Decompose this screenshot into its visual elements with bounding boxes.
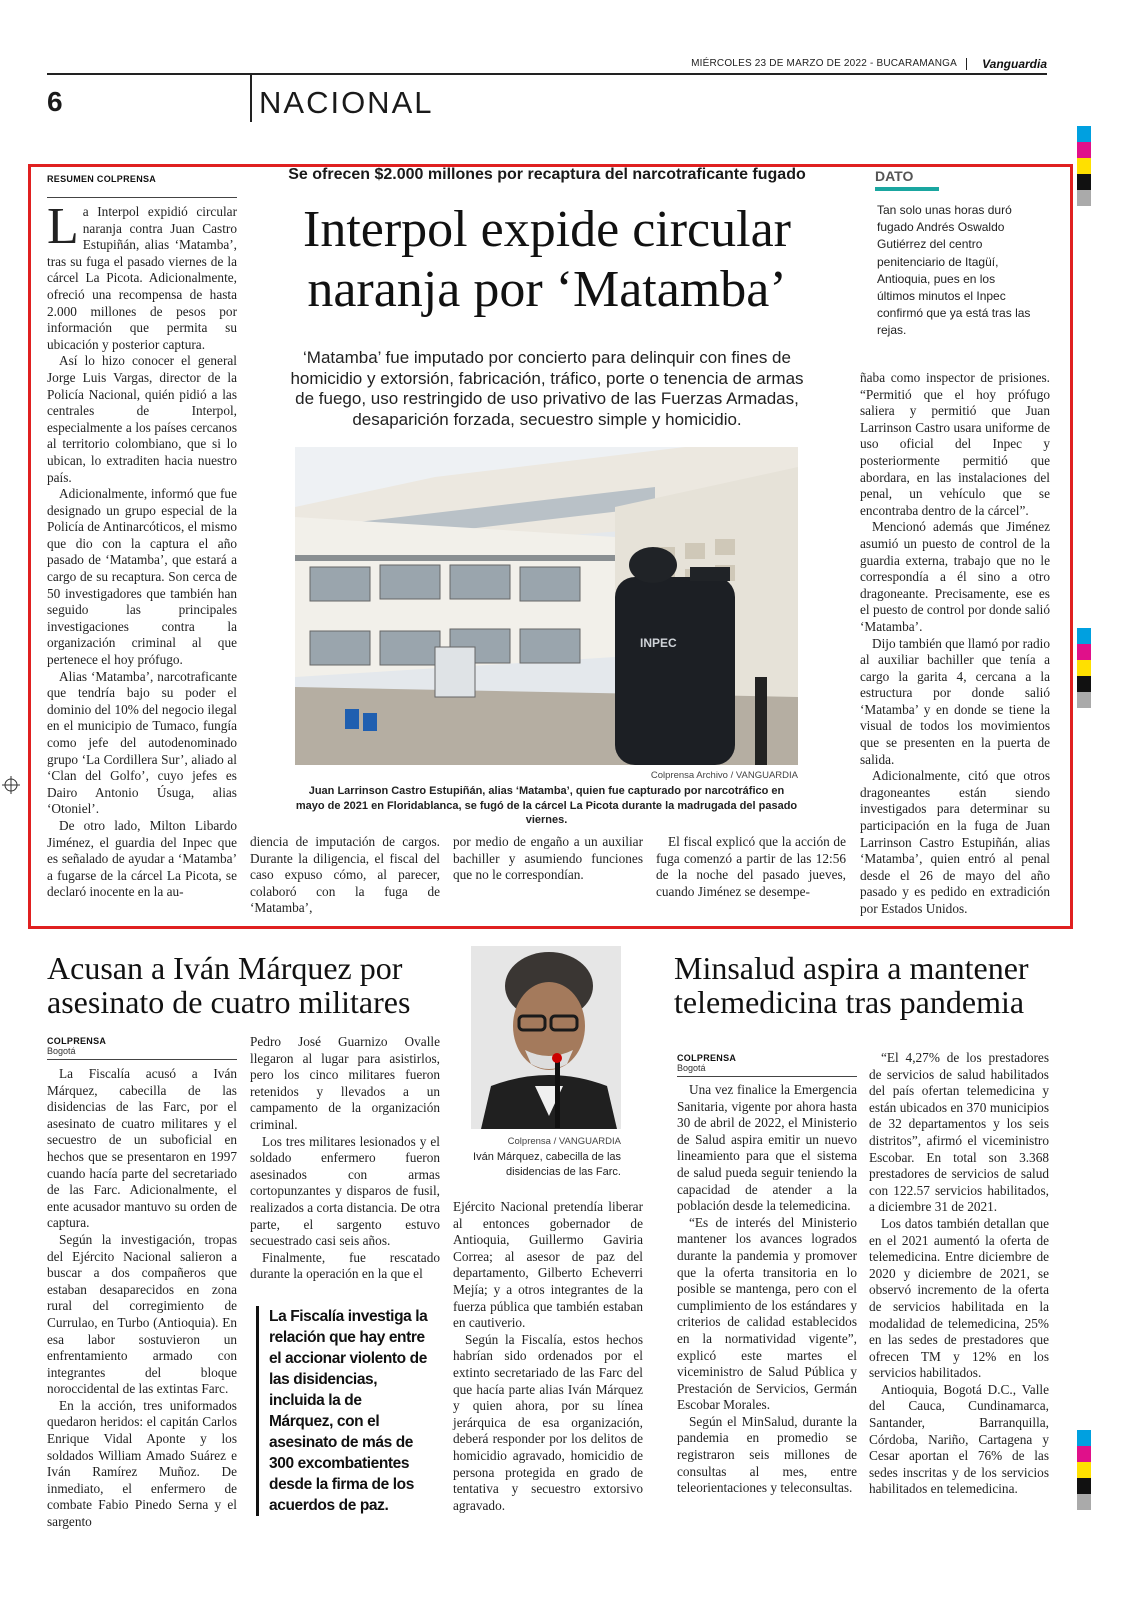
- lead-column-2: diencia de imputación de cargos. Durante la diligencia, el fiscal del caso expuso cómo, al parecer, colaboró con la fuga de ‘Matamba’,: [250, 834, 440, 916]
- minsalud-headline: Minsalud aspira a mantener telemedicina tras pandemia: [674, 950, 1029, 1020]
- date-line: MIÉRCOLES 23 DE MARZO DE 2022 - BUCARAMANGA: [691, 58, 957, 69]
- minsalud-kicker-sub: Bogotá: [677, 1063, 706, 1073]
- marquez-kicker-sub: Bogotá: [47, 1046, 76, 1056]
- lead-subhead: ‘Matamba’ fue imputado por concierto para delinquir con fines de homicidio y extorsión, fabricación, tráfico, porte o tenencia de armas de fuego, uso restringido de uso privativo de las Fuerzas Armadas, desaparición forzada, secuestro simple y homicidio.: [290, 348, 804, 429]
- marquez-column-3: Ejército Nacional pretendía liberar al entonces gobernador de Antioquia, Guillermo Gaviria Correa; al asesor de paz del departamento, Gilberto Echeverri Mejía; y a otros integrantes de la fuerza pública que también estaban en cautiverio. Según la Fiscalía, estos hechos habrían sido ordenados por el extinto secretariado de las Farc del que hacía parte alias Iván Márquez y quien ahora, por su línea jerárquica de esa organización, deberá responder por los delitos de homicidio agravado, homicidio de persona protegida en grado de tentativa y secuestro extorsivo agravado.: [453, 1199, 643, 1513]
- registration-strip-middle: [1077, 628, 1091, 708]
- lead-overline: Se ofrecen $2.000 millones por recaptura del narcotraficante fugado: [288, 166, 806, 183]
- minsalud-kicker: COLPRENSA: [677, 1053, 737, 1063]
- crosshair-mark: [2, 776, 20, 794]
- marquez-photo-caption: Iván Márquez, cabecilla de las disidencias de las Farc.: [473, 1151, 621, 1178]
- lead-photo-credit: Colprensa Archivo / VANGUARDIA: [650, 770, 798, 781]
- registration-strip-bottom: [1077, 1430, 1091, 1510]
- section-name: NACIONAL: [259, 85, 434, 120]
- marquez-column-2: Pedro José Guarnizo Ovalle llegaron al lugar para asistirlos, pero los cinco militares fueron retenidos y llevados a un campamento de la organización criminal. Los tres militares lesionados y el soldado enfermero fueron asesinados con armas cortopunzantes y disparos de fusil, realizados a corta distancia. De otra parte, el sargento estuvo secuestrado casi seis años. Finalmente, fue rescatado durante la operación en la que el: [250, 1034, 440, 1282]
- lead-column-4: El fiscal explicó que la acción de fuga comenzó a partir de las 12:56 de la noche del pasado jueves, cuando Jiménez se desempe-: [656, 834, 846, 899]
- lead-headline: Interpol expide circular naranja por ‘Matamba’: [303, 201, 791, 318]
- lead-photo-caption: Juan Larrinson Castro Estupiñán, alias ‘Matamba’, quien fue capturado por narcotráfico en mayo de 2021 en Floridablanca, se fugó de la cárcel La Picota durante la madrugada del pasado viernes.: [295, 785, 798, 827]
- marquez-photo: [471, 946, 621, 1129]
- marquez-kicker: COLPRENSA: [47, 1036, 107, 1046]
- lead-kicker: RESUMEN COLPRENSA: [47, 174, 157, 184]
- dato-underline: [875, 187, 939, 191]
- lead-column-1: La Interpol expidió circular naranja contra Juan Castro Estupiñán, alias ‘Matamba’, tras su fuga el pasado viernes de la cárcel La Picota. Adicionalmente, ofreció una recompensa de hasta 2.000 millones de pesos por información que permita su ubicación y posterior captura. Así lo hizo conocer el general Jorge Luis Vargas, director de la Policía Nacional, quién pidió a las centrales de Interpol, especialmente a los países cercanos al territorio colombiano, que si lo ubican, lo extraditen hacia nuestro país. Adicionalmente, informó que fue designado un grupo especial de la Policía de Antinarcóticos, el mismo que dio con la captura el año pasado de ‘Matamba’, que estará a cargo de su recaptura. Son cerca de 50 investigadores que también han seguido las principales investigaciones contra la organización criminal al que pertenece el hoy prófugo. Alias ‘Matamba’, narcotraficante que tendría bajo su poder el dominio del 10% del negocio ilegal en el municipio de Tumaco, fungía como jefe del autodenominado grupo ‘La Cordillera Sur’, aliado al ‘Clan del Golfo’, cuyo jefes es Dairo Antonio Úsuga, alias ‘Otoniel’. De otro lado, Milton Libardo Jiménez, el guardia del Inpec que es señalado de ayudar a ‘Matamba’ a fugarse de la cárcel La Picota, se declaró inocente en la au-: [47, 198, 237, 900]
- lead-column-5: ñaba como inspector de prisiones. “Permitió que el hoy prófugo saliera y permitió que Juan Larrinson Castro usara uniforme de uso oficial del Inpec y posteriormente permitió que abordara, en las instalaciones del penal, un vehículo que se encontraba dentro de la cárcel”. Mencionó además que Jiménez asumió un puesto de control de la guardia externa, trabajo que no le correspondía a él sino a otro dragoneante. Precisamente, ese es el puesto de control por donde salió ‘Matamba’. Dijo también que llamó por radio al auxiliar bachiller que tenía a cargo la garita 4, cercana a la estructura por donde salió ‘Matamba’ y en donde se tiene la visual de todos los movimientos que se presenten en la puerta de salida. Adicionalmente, citó que otros dragoneantes están siendo investigados para determinar su participación en la fuga de Juan Larrinson Castro Estupiñán, alias ‘Matamba’, quien entró al penal desde el 26 de mayo del año pasado y es pedido en extradición por Estados Unidos.: [860, 370, 1050, 916]
- dato-text: Tan solo unas horas duró fugado Andrés Oswaldo Gutiérrez del centro penitenciario de Itagüí, Antioquia, pues en los últimos minutos el Inpec confirmó que ya está tras las rejas.: [877, 203, 1031, 338]
- minsalud-column-1: Una vez finalice la Emergencia Sanitaria, vigente por ahora hasta 30 de abril de 2022, el Ministerio de Salud aspira emitir un nuevo lineamiento para que el sistema de salud pueda seguir teniendo la capacidad de atender a la población desde la telemedicina. “Es de interés del Ministerio mantener los avances logrados durante la pandemia y promover que la oferta transitoria en lo posible se mantenga, pero con el cumplimiento de los estándares y criterios de calidad establecidos en la normatividad vigente”, explicó este martes el viceministro de Salud Pública y Prestación de Servicios, Germán Escobar Morales. Según el MinSalud, durante la pandemia en promedio se registraron seis millones de consultas al mes, entre teleorientaciones y teleconsultas.: [677, 1082, 857, 1496]
- marquez-photo-credit: Colprensa / VANGUARDIA: [507, 1136, 621, 1147]
- brand-logo: Vanguardia: [982, 57, 1047, 71]
- prison-courtyard-illustration: [295, 447, 798, 765]
- marquez-column-1: La Fiscalía acusó a Iván Márquez, cabecilla de las disidencias de las Farc, por el asesinato de cuatro militares y el secuestro de un suboficial en hechos que se presentaron en 1997 cuando hacía parte del secretariado de las Farc. Adicionalmente, el ente acusador mantuvo su orden de captura. Según la investigación, tropas del Ejército Nacional salieron a buscar a dos compañeros que estaban desaparecidos en zona rural del corregimiento de Currulao, en Turbo (Antioquia). En esa labor sostuvieron un enfrentamiento armado con integrantes del bloque noroccidental de las extintas Farc. En la acción, tres uniformados quedaron heridos: el capitán Carlos Enrique Vidal Aponte y los soldados William Amado Suárez e Iván Ramírez Muñoz. De inmediato, el enfermero de combate Fabio Pinedo Serna y el sargento: [47, 1066, 237, 1530]
- marquez-headline: Acusan a Iván Márquez por asesinato de cuatro militares: [47, 950, 411, 1020]
- dato-label: DATO: [875, 168, 914, 184]
- masthead: [47, 58, 1047, 128]
- svg-text:INPEC: INPEC: [640, 636, 677, 650]
- drop-cap: L: [47, 198, 79, 255]
- registration-strip-top: [1077, 126, 1091, 206]
- lead-photo: [295, 447, 798, 765]
- lead-column-3: por medio de engaño a un auxiliar bachiller y asumiendo funciones que no le correspondían.: [453, 834, 643, 883]
- page-number: 6: [47, 86, 63, 117]
- portrait-illustration: [471, 946, 621, 1129]
- minsalud-column-2: “El 4,27% de los prestadores de servicios de salud habilitados del país ofertan telemedicina y están ubicados en 370 municipios de 32 departamentos y los seis distritos”, afirmó el viceministro Escobar. En total son 3.368 prestadores de servicios de salud con 122.57 servicios habilitados, a diciembre 31 de 2021. Los datos también detallan que en el 2021 aumentó la oferta de telemedicina. Entre diciembre de 2020 y diciembre de 2021, se observó incremento de la oferta de servicios habilitada en la modalidad de telemedicina, 25% en las sedes de prestadores que ofrecen TM y 12% en los servicios habilitados. Antioquia, Bogotá D.C., Valle del Cauca, Cundinamarca, Santander, Barranquilla, Córdoba, Nariño, Cartagena y Cesar aportan el 76% de las sedes inscritas y de los servicios habilitados en telemedicina.: [869, 1050, 1049, 1497]
- marquez-pull-quote: La Fiscalía investiga la relación que hay entre el accionar violento de las disidencias, incluida la de Márquez, con el asesinato de más de 300 excombatientes desde la firma de los acuerdos de paz.: [256, 1306, 428, 1516]
- masthead-rule: [47, 73, 1047, 75]
